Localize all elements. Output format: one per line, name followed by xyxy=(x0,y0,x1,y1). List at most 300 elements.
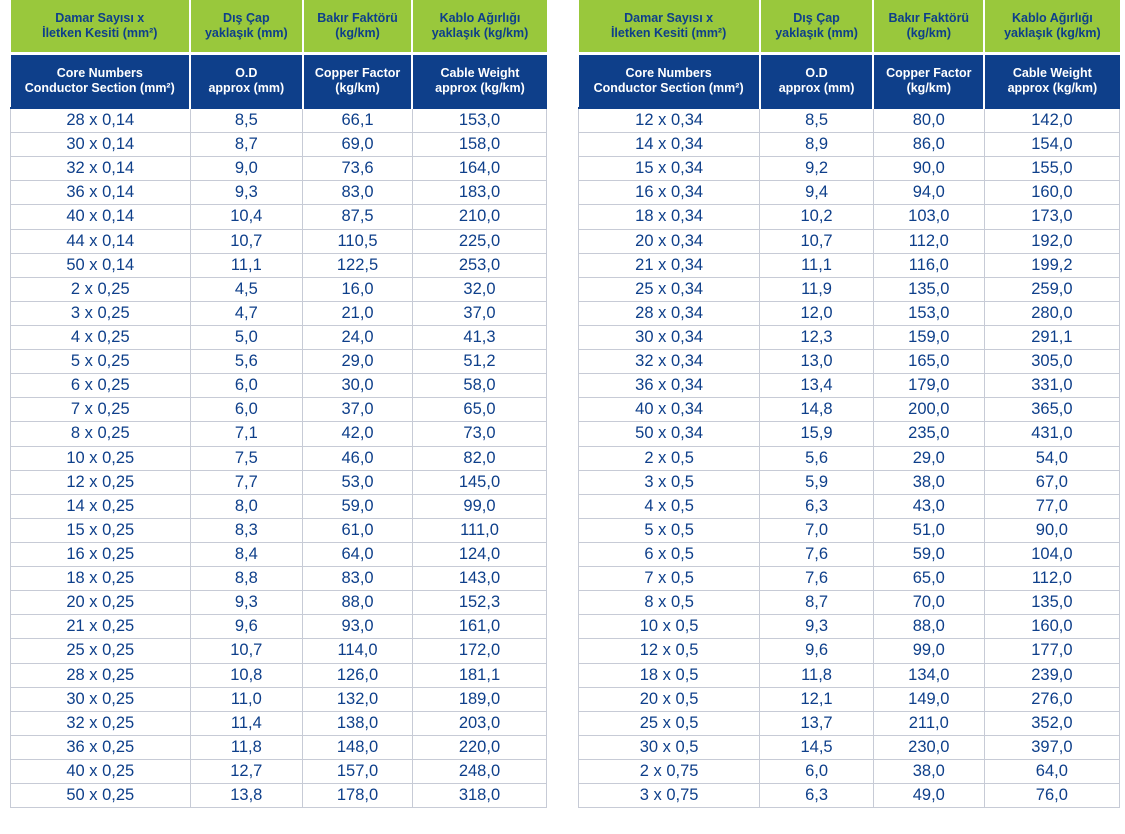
cell-od: 9,3 xyxy=(190,591,303,615)
cell-copper-factor: 80,0 xyxy=(873,108,984,133)
cell-core-section: 8 x 0,5 xyxy=(579,591,760,615)
cell-core-section: 2 x 0,5 xyxy=(579,446,760,470)
header-core-section-en: Core Numbers Conductor Section (mm²) xyxy=(579,54,760,109)
cell-copper-factor: 30,0 xyxy=(303,374,413,398)
cell-core-section: 12 x 0,5 xyxy=(579,639,760,663)
cell-cable-weight: 199,2 xyxy=(984,253,1119,277)
cell-od: 11,4 xyxy=(190,711,303,735)
cell-copper-factor: 53,0 xyxy=(303,470,413,494)
table-row xyxy=(579,422,1120,446)
cell-cable-weight: 431,0 xyxy=(984,422,1119,446)
table-row xyxy=(579,133,1120,157)
header-copper-factor-en: Copper Factor (kg/km) xyxy=(303,54,413,109)
cell-cable-weight: 203,0 xyxy=(412,711,546,735)
table-row xyxy=(11,398,547,422)
cell-od: 5,6 xyxy=(190,350,303,374)
cell-cable-weight: 160,0 xyxy=(984,181,1119,205)
table-row xyxy=(579,759,1120,783)
table-row xyxy=(11,157,547,181)
header-row-english xyxy=(11,54,547,109)
cell-core-section: 2 x 0,75 xyxy=(579,759,760,783)
table-row xyxy=(579,735,1120,759)
cell-od: 4,5 xyxy=(190,277,303,301)
cell-copper-factor: 148,0 xyxy=(303,735,413,759)
table-row xyxy=(11,542,547,566)
table-row xyxy=(579,663,1120,687)
cell-core-section: 7 x 0,25 xyxy=(11,398,191,422)
cell-cable-weight: 259,0 xyxy=(984,277,1119,301)
cell-copper-factor: 87,5 xyxy=(303,205,413,229)
table-row xyxy=(579,446,1120,470)
table-row xyxy=(579,494,1120,518)
table-row xyxy=(579,470,1120,494)
cell-od: 5,9 xyxy=(760,470,874,494)
cell-cable-weight: 181,1 xyxy=(412,663,546,687)
cell-copper-factor: 159,0 xyxy=(873,325,984,349)
cell-od: 6,0 xyxy=(760,759,874,783)
cell-copper-factor: 99,0 xyxy=(873,639,984,663)
cell-copper-factor: 86,0 xyxy=(873,133,984,157)
cell-copper-factor: 88,0 xyxy=(303,591,413,615)
table-row xyxy=(11,518,547,542)
cell-copper-factor: 103,0 xyxy=(873,205,984,229)
cell-cable-weight: 172,0 xyxy=(412,639,546,663)
cell-od: 13,4 xyxy=(760,374,874,398)
cell-cable-weight: 397,0 xyxy=(984,735,1119,759)
cell-core-section: 2 x 0,25 xyxy=(11,277,191,301)
cell-cable-weight: 153,0 xyxy=(412,108,546,133)
cell-core-section: 50 x 0,25 xyxy=(11,784,191,808)
cell-od: 12,0 xyxy=(760,301,874,325)
cell-od: 8,3 xyxy=(190,518,303,542)
cell-cable-weight: 291,1 xyxy=(984,325,1119,349)
table-row xyxy=(579,277,1120,301)
table-row xyxy=(579,542,1120,566)
cell-od: 7,6 xyxy=(760,567,874,591)
table-row xyxy=(11,615,547,639)
cell-cable-weight: 160,0 xyxy=(984,615,1119,639)
cell-od: 13,7 xyxy=(760,711,874,735)
cell-core-section: 30 x 0,25 xyxy=(11,687,191,711)
cell-od: 6,0 xyxy=(190,374,303,398)
header-cable-weight-tr: Kablo Ağırlığı yaklaşık (kg/km) xyxy=(984,0,1119,54)
cell-copper-factor: 165,0 xyxy=(873,350,984,374)
cell-copper-factor: 230,0 xyxy=(873,735,984,759)
cell-core-section: 50 x 0,34 xyxy=(579,422,760,446)
cell-core-section: 10 x 0,5 xyxy=(579,615,760,639)
cell-core-section: 14 x 0,25 xyxy=(11,494,191,518)
cell-core-section: 4 x 0,25 xyxy=(11,325,191,349)
cell-cable-weight: 99,0 xyxy=(412,494,546,518)
cable-table-left xyxy=(10,0,547,808)
cell-cable-weight: 76,0 xyxy=(984,784,1119,808)
table-row xyxy=(11,350,547,374)
cell-od: 12,3 xyxy=(760,325,874,349)
cell-cable-weight: 135,0 xyxy=(984,591,1119,615)
cell-od: 9,3 xyxy=(190,181,303,205)
cell-cable-weight: 142,0 xyxy=(984,108,1119,133)
cell-core-section: 30 x 0,34 xyxy=(579,325,760,349)
table-row xyxy=(579,301,1120,325)
cell-core-section: 25 x 0,34 xyxy=(579,277,760,301)
cell-cable-weight: 280,0 xyxy=(984,301,1119,325)
cell-core-section: 36 x 0,25 xyxy=(11,735,191,759)
cell-copper-factor: 200,0 xyxy=(873,398,984,422)
table-row xyxy=(579,229,1120,253)
cell-core-section: 3 x 0,5 xyxy=(579,470,760,494)
cell-cable-weight: 161,0 xyxy=(412,615,546,639)
cell-core-section: 20 x 0,5 xyxy=(579,687,760,711)
cell-od: 7,1 xyxy=(190,422,303,446)
header-od-en: O.D approx (mm) xyxy=(190,54,303,109)
header-core-section-tr: Damar Sayısı x İletken Kesiti (mm²) xyxy=(579,0,760,54)
cell-od: 9,6 xyxy=(760,639,874,663)
cell-cable-weight: 173,0 xyxy=(984,205,1119,229)
cell-copper-factor: 38,0 xyxy=(873,759,984,783)
cell-copper-factor: 43,0 xyxy=(873,494,984,518)
cell-copper-factor: 110,5 xyxy=(303,229,413,253)
cell-core-section: 28 x 0,25 xyxy=(11,663,191,687)
cell-cable-weight: 239,0 xyxy=(984,663,1119,687)
table-row xyxy=(11,374,547,398)
header-od-tr: Dış Çap yaklaşık (mm) xyxy=(190,0,303,54)
table-row xyxy=(579,374,1120,398)
cell-cable-weight: 64,0 xyxy=(984,759,1119,783)
cell-copper-factor: 83,0 xyxy=(303,181,413,205)
cell-core-section: 30 x 0,14 xyxy=(11,133,191,157)
table-row xyxy=(579,591,1120,615)
cell-copper-factor: 49,0 xyxy=(873,784,984,808)
table-row xyxy=(11,277,547,301)
table-row xyxy=(579,181,1120,205)
cell-od: 7,7 xyxy=(190,470,303,494)
cell-od: 8,7 xyxy=(760,591,874,615)
cell-copper-factor: 70,0 xyxy=(873,591,984,615)
cell-cable-weight: 77,0 xyxy=(984,494,1119,518)
table-row xyxy=(579,157,1120,181)
table-row xyxy=(11,784,547,808)
table-row xyxy=(11,253,547,277)
cell-core-section: 18 x 0,5 xyxy=(579,663,760,687)
header-row-turkish xyxy=(579,0,1120,54)
header-core-section-tr: Damar Sayısı x İletken Kesiti (mm²) xyxy=(11,0,191,54)
cell-copper-factor: 134,0 xyxy=(873,663,984,687)
cell-copper-factor: 73,6 xyxy=(303,157,413,181)
cell-core-section: 14 x 0,34 xyxy=(579,133,760,157)
table-row xyxy=(579,350,1120,374)
cell-od: 7,0 xyxy=(760,518,874,542)
cell-cable-weight: 65,0 xyxy=(412,398,546,422)
cell-od: 11,0 xyxy=(190,687,303,711)
cell-od: 6,0 xyxy=(190,398,303,422)
cell-cable-weight: 225,0 xyxy=(412,229,546,253)
cell-cable-weight: 276,0 xyxy=(984,687,1119,711)
cell-od: 6,3 xyxy=(760,784,874,808)
cell-cable-weight: 104,0 xyxy=(984,542,1119,566)
cell-cable-weight: 112,0 xyxy=(984,567,1119,591)
cell-cable-weight: 158,0 xyxy=(412,133,546,157)
table-row xyxy=(579,711,1120,735)
cell-copper-factor: 46,0 xyxy=(303,446,413,470)
cell-od: 8,4 xyxy=(190,542,303,566)
table-row xyxy=(11,301,547,325)
table-row xyxy=(11,229,547,253)
cell-od: 11,8 xyxy=(190,735,303,759)
cell-core-section: 40 x 0,14 xyxy=(11,205,191,229)
cell-copper-factor: 114,0 xyxy=(303,639,413,663)
table-row xyxy=(579,205,1120,229)
cell-cable-weight: 58,0 xyxy=(412,374,546,398)
table-row xyxy=(11,108,547,133)
cell-cable-weight: 51,2 xyxy=(412,350,546,374)
cell-copper-factor: 83,0 xyxy=(303,567,413,591)
table-row xyxy=(11,494,547,518)
cell-od: 8,9 xyxy=(760,133,874,157)
header-row-turkish xyxy=(11,0,547,54)
cell-od: 4,7 xyxy=(190,301,303,325)
cell-core-section: 16 x 0,34 xyxy=(579,181,760,205)
cell-od: 11,9 xyxy=(760,277,874,301)
cell-od: 10,7 xyxy=(760,229,874,253)
cell-copper-factor: 69,0 xyxy=(303,133,413,157)
cell-cable-weight: 124,0 xyxy=(412,542,546,566)
table-row xyxy=(11,133,547,157)
cell-core-section: 21 x 0,34 xyxy=(579,253,760,277)
cell-od: 14,8 xyxy=(760,398,874,422)
header-core-section-en: Core Numbers Conductor Section (mm²) xyxy=(11,54,191,109)
cell-cable-weight: 248,0 xyxy=(412,759,546,783)
cell-core-section: 50 x 0,14 xyxy=(11,253,191,277)
header-cable-weight-en: Cable Weight approx (kg/km) xyxy=(984,54,1119,109)
cell-cable-weight: 67,0 xyxy=(984,470,1119,494)
cell-core-section: 40 x 0,34 xyxy=(579,398,760,422)
cell-core-section: 8 x 0,25 xyxy=(11,422,191,446)
cell-copper-factor: 135,0 xyxy=(873,277,984,301)
cell-copper-factor: 235,0 xyxy=(873,422,984,446)
cell-copper-factor: 90,0 xyxy=(873,157,984,181)
cell-cable-weight: 183,0 xyxy=(412,181,546,205)
cell-copper-factor: 42,0 xyxy=(303,422,413,446)
table-row xyxy=(579,108,1120,133)
cell-od: 8,8 xyxy=(190,567,303,591)
cell-core-section: 18 x 0,34 xyxy=(579,205,760,229)
cell-copper-factor: 51,0 xyxy=(873,518,984,542)
cell-copper-factor: 211,0 xyxy=(873,711,984,735)
cell-od: 10,4 xyxy=(190,205,303,229)
cell-cable-weight: 54,0 xyxy=(984,446,1119,470)
cell-od: 13,0 xyxy=(760,350,874,374)
table-row xyxy=(11,591,547,615)
cell-copper-factor: 65,0 xyxy=(873,567,984,591)
header-row-english xyxy=(579,54,1120,109)
table-row xyxy=(11,639,547,663)
cell-copper-factor: 112,0 xyxy=(873,229,984,253)
table-row xyxy=(11,759,547,783)
header-cable-weight-tr: Kablo Ağırlığı yaklaşık (kg/km) xyxy=(412,0,546,54)
table-row xyxy=(579,615,1120,639)
cell-core-section: 44 x 0,14 xyxy=(11,229,191,253)
cell-cable-weight: 155,0 xyxy=(984,157,1119,181)
table-row xyxy=(11,735,547,759)
cell-core-section: 20 x 0,25 xyxy=(11,591,191,615)
cell-cable-weight: 189,0 xyxy=(412,687,546,711)
cell-core-section: 28 x 0,34 xyxy=(579,301,760,325)
cell-core-section: 25 x 0,5 xyxy=(579,711,760,735)
table-row xyxy=(11,422,547,446)
table-row xyxy=(11,470,547,494)
cell-copper-factor: 179,0 xyxy=(873,374,984,398)
cell-cable-weight: 32,0 xyxy=(412,277,546,301)
cell-od: 11,1 xyxy=(190,253,303,277)
cell-copper-factor: 94,0 xyxy=(873,181,984,205)
table-row xyxy=(579,784,1120,808)
cell-copper-factor: 157,0 xyxy=(303,759,413,783)
header-cable-weight-en: Cable Weight approx (kg/km) xyxy=(412,54,546,109)
cell-core-section: 3 x 0,25 xyxy=(11,301,191,325)
table-row xyxy=(11,663,547,687)
cell-core-section: 20 x 0,34 xyxy=(579,229,760,253)
cell-od: 7,6 xyxy=(760,542,874,566)
cell-core-section: 25 x 0,25 xyxy=(11,639,191,663)
cell-copper-factor: 21,0 xyxy=(303,301,413,325)
cell-copper-factor: 38,0 xyxy=(873,470,984,494)
cell-core-section: 30 x 0,5 xyxy=(579,735,760,759)
cell-copper-factor: 122,5 xyxy=(303,253,413,277)
cell-copper-factor: 61,0 xyxy=(303,518,413,542)
table-row xyxy=(11,687,547,711)
cell-od: 7,5 xyxy=(190,446,303,470)
cell-copper-factor: 24,0 xyxy=(303,325,413,349)
table-row xyxy=(11,325,547,349)
cell-cable-weight: 73,0 xyxy=(412,422,546,446)
cell-copper-factor: 64,0 xyxy=(303,542,413,566)
table-row xyxy=(579,325,1120,349)
cell-core-section: 5 x 0,25 xyxy=(11,350,191,374)
cell-core-section: 18 x 0,25 xyxy=(11,567,191,591)
cell-od: 15,9 xyxy=(760,422,874,446)
table-row xyxy=(11,181,547,205)
cell-cable-weight: 177,0 xyxy=(984,639,1119,663)
cell-copper-factor: 37,0 xyxy=(303,398,413,422)
cell-od: 6,3 xyxy=(760,494,874,518)
cell-od: 12,7 xyxy=(190,759,303,783)
header-od-tr: Dış Çap yaklaşık (mm) xyxy=(760,0,874,54)
table-row xyxy=(579,567,1120,591)
cell-copper-factor: 29,0 xyxy=(303,350,413,374)
cell-copper-factor: 153,0 xyxy=(873,301,984,325)
cell-core-section: 4 x 0,5 xyxy=(579,494,760,518)
cell-core-section: 6 x 0,25 xyxy=(11,374,191,398)
cell-cable-weight: 82,0 xyxy=(412,446,546,470)
header-copper-factor-en: Copper Factor (kg/km) xyxy=(873,54,984,109)
cell-copper-factor: 132,0 xyxy=(303,687,413,711)
cell-od: 13,8 xyxy=(190,784,303,808)
cell-copper-factor: 93,0 xyxy=(303,615,413,639)
cell-core-section: 16 x 0,25 xyxy=(11,542,191,566)
cell-cable-weight: 143,0 xyxy=(412,567,546,591)
cell-cable-weight: 192,0 xyxy=(984,229,1119,253)
cell-copper-factor: 178,0 xyxy=(303,784,413,808)
cell-core-section: 32 x 0,14 xyxy=(11,157,191,181)
cell-od: 9,2 xyxy=(760,157,874,181)
cell-copper-factor: 126,0 xyxy=(303,663,413,687)
cell-copper-factor: 16,0 xyxy=(303,277,413,301)
cell-od: 10,7 xyxy=(190,639,303,663)
cell-cable-weight: 253,0 xyxy=(412,253,546,277)
cell-od: 11,1 xyxy=(760,253,874,277)
table-row xyxy=(579,687,1120,711)
header-copper-factor-tr: Bakır Faktörü (kg/km) xyxy=(303,0,413,54)
table-row xyxy=(579,398,1120,422)
cell-core-section: 15 x 0,25 xyxy=(11,518,191,542)
cell-od: 10,8 xyxy=(190,663,303,687)
table-row xyxy=(11,567,547,591)
cell-od: 9,0 xyxy=(190,157,303,181)
cell-od: 10,2 xyxy=(760,205,874,229)
cell-cable-weight: 37,0 xyxy=(412,301,546,325)
cell-cable-weight: 90,0 xyxy=(984,518,1119,542)
cable-table-right xyxy=(578,0,1120,808)
table-row xyxy=(11,446,547,470)
cell-copper-factor: 66,1 xyxy=(303,108,413,133)
cell-cable-weight: 164,0 xyxy=(412,157,546,181)
cell-core-section: 12 x 0,34 xyxy=(579,108,760,133)
cell-od: 9,3 xyxy=(760,615,874,639)
cell-core-section: 3 x 0,75 xyxy=(579,784,760,808)
cell-od: 10,7 xyxy=(190,229,303,253)
cell-core-section: 36 x 0,14 xyxy=(11,181,191,205)
cell-od: 5,0 xyxy=(190,325,303,349)
cell-cable-weight: 154,0 xyxy=(984,133,1119,157)
cell-core-section: 12 x 0,25 xyxy=(11,470,191,494)
cell-od: 8,5 xyxy=(190,108,303,133)
header-od-en: O.D approx (mm) xyxy=(760,54,874,109)
cell-copper-factor: 116,0 xyxy=(873,253,984,277)
cell-core-section: 32 x 0,25 xyxy=(11,711,191,735)
cell-core-section: 7 x 0,5 xyxy=(579,567,760,591)
table-row xyxy=(579,253,1120,277)
cell-od: 11,8 xyxy=(760,663,874,687)
cell-copper-factor: 59,0 xyxy=(873,542,984,566)
cell-core-section: 5 x 0,5 xyxy=(579,518,760,542)
cell-od: 9,6 xyxy=(190,615,303,639)
cell-cable-weight: 111,0 xyxy=(412,518,546,542)
cell-cable-weight: 331,0 xyxy=(984,374,1119,398)
cell-core-section: 6 x 0,5 xyxy=(579,542,760,566)
cell-cable-weight: 210,0 xyxy=(412,205,546,229)
cell-core-section: 36 x 0,34 xyxy=(579,374,760,398)
cell-core-section: 15 x 0,34 xyxy=(579,157,760,181)
cell-copper-factor: 29,0 xyxy=(873,446,984,470)
cell-core-section: 40 x 0,25 xyxy=(11,759,191,783)
table-row xyxy=(11,205,547,229)
cell-cable-weight: 305,0 xyxy=(984,350,1119,374)
cell-od: 5,6 xyxy=(760,446,874,470)
cell-copper-factor: 88,0 xyxy=(873,615,984,639)
cell-cable-weight: 318,0 xyxy=(412,784,546,808)
cell-core-section: 21 x 0,25 xyxy=(11,615,191,639)
cell-core-section: 28 x 0,14 xyxy=(11,108,191,133)
cell-od: 12,1 xyxy=(760,687,874,711)
cell-cable-weight: 152,3 xyxy=(412,591,546,615)
cell-cable-weight: 352,0 xyxy=(984,711,1119,735)
table-row xyxy=(11,711,547,735)
cell-od: 8,5 xyxy=(760,108,874,133)
cell-cable-weight: 220,0 xyxy=(412,735,546,759)
table-row xyxy=(579,518,1120,542)
cell-cable-weight: 145,0 xyxy=(412,470,546,494)
cell-copper-factor: 59,0 xyxy=(303,494,413,518)
